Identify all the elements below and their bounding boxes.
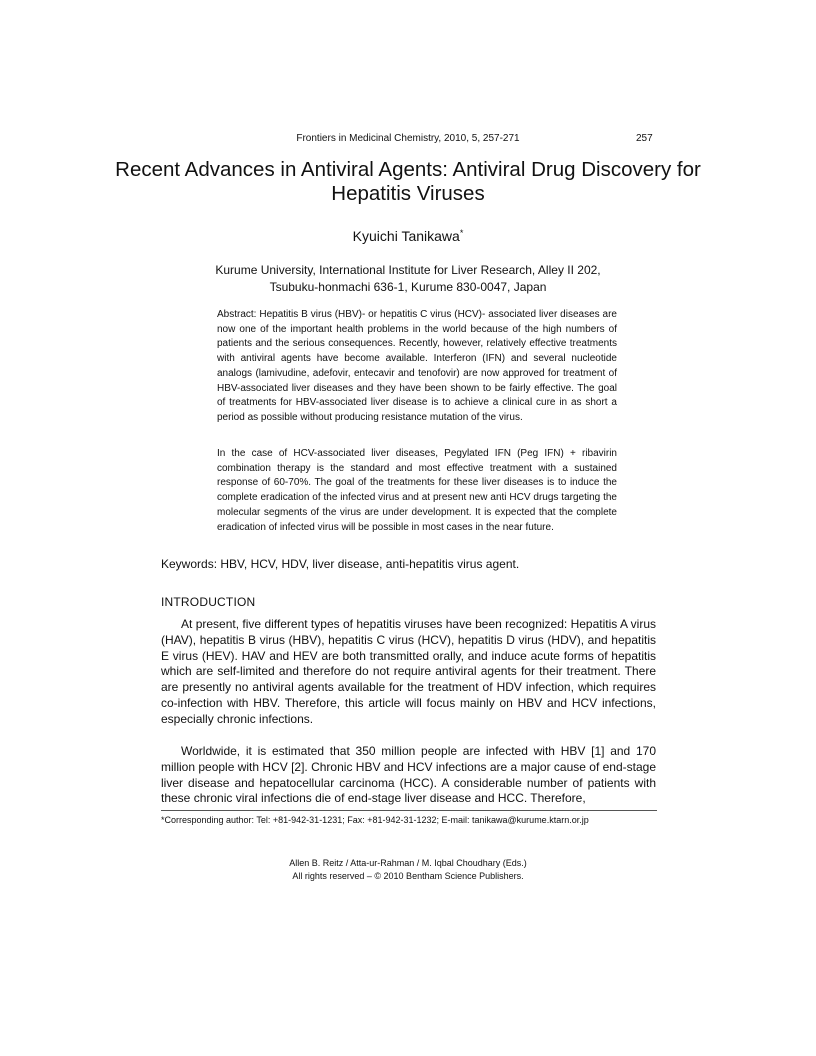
affiliation-line-1: Kurume University, International Institute for Liver Research, Alley II 202, bbox=[215, 263, 601, 277]
footnote-divider bbox=[161, 810, 657, 811]
abstract-paragraph-2: In the case of HCV-associated liver diseases, Pegylated IFN (Peg IFN) + ribavirin combination therapy is the standard and most effective treatment with a sustained response of 60-70%. The goal of the treatments for these liver diseases is to induce the complete eradication of the infected virus and at present new anti HCV drugs targeting the molecular segments of the virus are under development. It is expected that the complete eradication of infected virus will be possible in most cases in the near future. bbox=[217, 448, 617, 533]
abstract-paragraph-1: Abstract: Hepatitis B virus (HBV)- or hepatitis C virus (HCV)- associated liver diseases are now one of the important health problems in the world because of the high numbers of patients and the serious consequences. Recently, however, relatively effective treatments with antiviral agents have become available. Interferon (IFN) and several nucleotide analogs (lamivudine, adefovir, entecavir and tenofovir) are now approved for treatment of HBV-associated liver diseases and they have been shown to be fairly effective. The goal of treatments for HBV-associated liver disease is to achieve a clinical cure in as short a period as possible without producing resistance mutation of the virus. bbox=[217, 309, 617, 423]
keywords: Keywords: HBV, HCV, HDV, liver disease, anti-hepatitis virus agent. bbox=[161, 557, 520, 571]
introduction-paragraph-2: Worldwide, it is estimated that 350 million people are infected with HBV [1] and 170 million people with HCV [2]. Chronic HBV and HCV infections are a major cause of end-stage liver disease and hepatocellular carcinoma (HCC). A considerable number of patients with these chronic viral infections die of end-stage liver disease and HCC. Therefore, bbox=[161, 744, 656, 806]
page-number: 257 bbox=[636, 133, 653, 144]
section-heading-introduction: INTRODUCTION bbox=[161, 595, 256, 609]
publisher-footer bbox=[0, 857, 816, 882]
author-text: Kyuichi Tanikawa bbox=[352, 228, 460, 244]
journal-citation: Frontiers in Medicinal Chemistry, 2010, 5, 257-271 bbox=[296, 133, 520, 144]
article-title: Recent Advances in Antiviral Agents: Antiviral Drug Discovery for Hepatitis Viruses bbox=[115, 158, 701, 205]
rights-line: All rights reserved – © 2010 Bentham Science Publishers. bbox=[292, 870, 524, 881]
editors-line: Allen B. Reitz / Atta-ur-Rahman / M. Iqbal Choudhary (Eds.) bbox=[289, 858, 527, 868]
author-name bbox=[0, 228, 816, 244]
corresponding-author-footnote: *Corresponding author: Tel: +81-942-31-1231; Fax: +81-942-31-1232; E-mail: tanikawa@kurume.ktarn.or.jp bbox=[161, 815, 589, 825]
affiliation bbox=[150, 262, 666, 296]
author-mark: * bbox=[459, 228, 464, 238]
introduction-paragraph-1: At present, five different types of hepatitis viruses have been recognized: Hepatitis A virus (HAV), hepatitis B virus (HBV), hepatitis C virus (HCV), hepatitis D virus (HDV), and hepatitis E virus (HEV). HAV and HEV are both transmitted orally, and induce acute forms of hepatitis which are self-limited and therefore do not require antiviral agents for their treatment. There are presently no antiviral agents available for the treatment of HDV infection, which requires co-infection with HBV. Therefore, this article will focus mainly on HBV and HCV infections, especially chronic infections. bbox=[161, 617, 656, 726]
affiliation-line-2: Tsubuku-honmachi 636-1, Kurume 830-0047, Japan bbox=[269, 280, 547, 294]
